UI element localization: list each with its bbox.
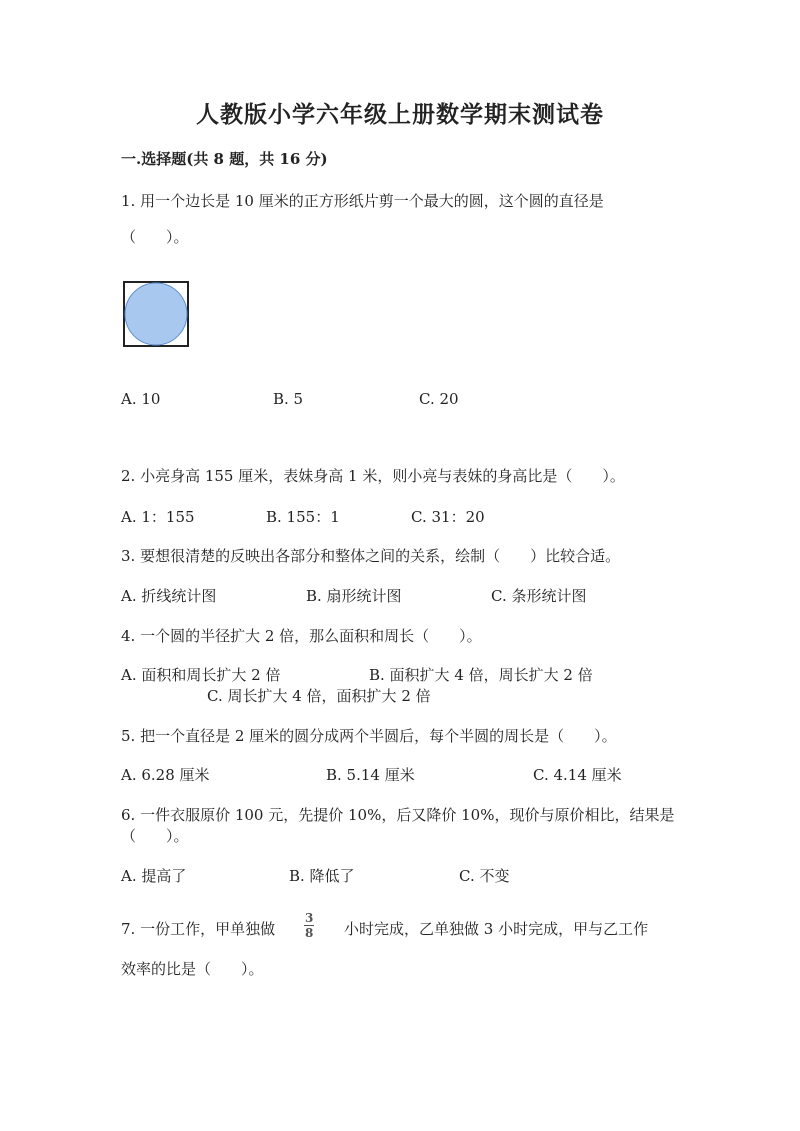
question-2-option-a: A. 1：155 <box>121 508 195 526</box>
question-3-option-c: C. 条形统计图 <box>491 587 587 605</box>
question-1-stem-line1: 1. 用一个边长是 10 厘米的正方形纸片剪一个最大的圆，这个圆的直径是 <box>121 192 604 210</box>
question-6-stem-line2: （ ）。 <box>121 827 189 845</box>
fraction-three-eighths <box>304 911 314 940</box>
question-4-stem: 4. 一个圆的半径扩大 2 倍，那么面积和周长（ ）。 <box>121 627 482 645</box>
question-5-option-a: A. 6.28 厘米 <box>121 766 210 784</box>
question-6-option-c: C. 不变 <box>459 867 510 885</box>
section-heading: 一.选择题(共 8 题，共 16 分) <box>121 150 328 168</box>
fraction-denominator: 8 <box>305 926 314 940</box>
fraction-numerator: 3 <box>305 911 314 925</box>
question-6-stem-line1: 6. 一件衣服原价 100 元，先提价 10%，后又降价 10%，现价与原价相比，结果是 <box>121 806 675 824</box>
question-5-option-b: B. 5.14 厘米 <box>326 766 415 784</box>
question-7-stem-part2: 小时完成，乙单独做 3 小时完成，甲与乙工作 <box>344 920 649 938</box>
question-3-option-b: B. 扇形统计图 <box>306 587 402 605</box>
square-circle-figure <box>123 281 189 347</box>
question-7-stem-line2: 效率的比是（ ）。 <box>121 960 264 978</box>
question-2-stem: 2. 小亮身高 155 厘米，表妹身高 1 米，则小亮与表妹的身高比是（ ）。 <box>121 467 625 485</box>
question-5-stem: 5. 把一个直径是 2 厘米的圆分成两个半圆后，每个半圆的周长是（ ）。 <box>121 727 617 745</box>
question-4-option-b: B. 面积扩大 4 倍，周长扩大 2 倍 <box>369 666 593 684</box>
question-4-option-a: A. 面积和周长扩大 2 倍 <box>121 666 281 684</box>
question-2-option-c: C. 31：20 <box>411 508 485 526</box>
question-7-stem-part1: 7. 一份工作，甲单独做 <box>121 920 276 938</box>
question-4-option-c: C. 周长扩大 4 倍，面积扩大 2 倍 <box>207 687 431 705</box>
question-6-option-b: B. 降低了 <box>289 867 355 885</box>
question-5-option-c: C. 4.14 厘米 <box>533 766 622 784</box>
question-1-option-a: A. 10 <box>121 390 161 408</box>
question-3-stem: 3. 要想很清楚的反映出各部分和整体之间的关系，绘制（ ）比较合适。 <box>121 547 621 565</box>
question-1-option-c: C. 20 <box>419 390 459 408</box>
question-6-option-a: A. 提高了 <box>121 867 187 885</box>
page-title: 人教版小学六年级上册数学期末测试卷 <box>196 101 604 128</box>
question-3-option-a: A. 折线统计图 <box>121 587 217 605</box>
question-2-option-b: B. 155：1 <box>266 508 340 526</box>
question-1-option-b: B. 5 <box>273 390 304 408</box>
circle-shape <box>125 283 187 345</box>
question-1-stem-line2: （ ）。 <box>121 228 189 246</box>
